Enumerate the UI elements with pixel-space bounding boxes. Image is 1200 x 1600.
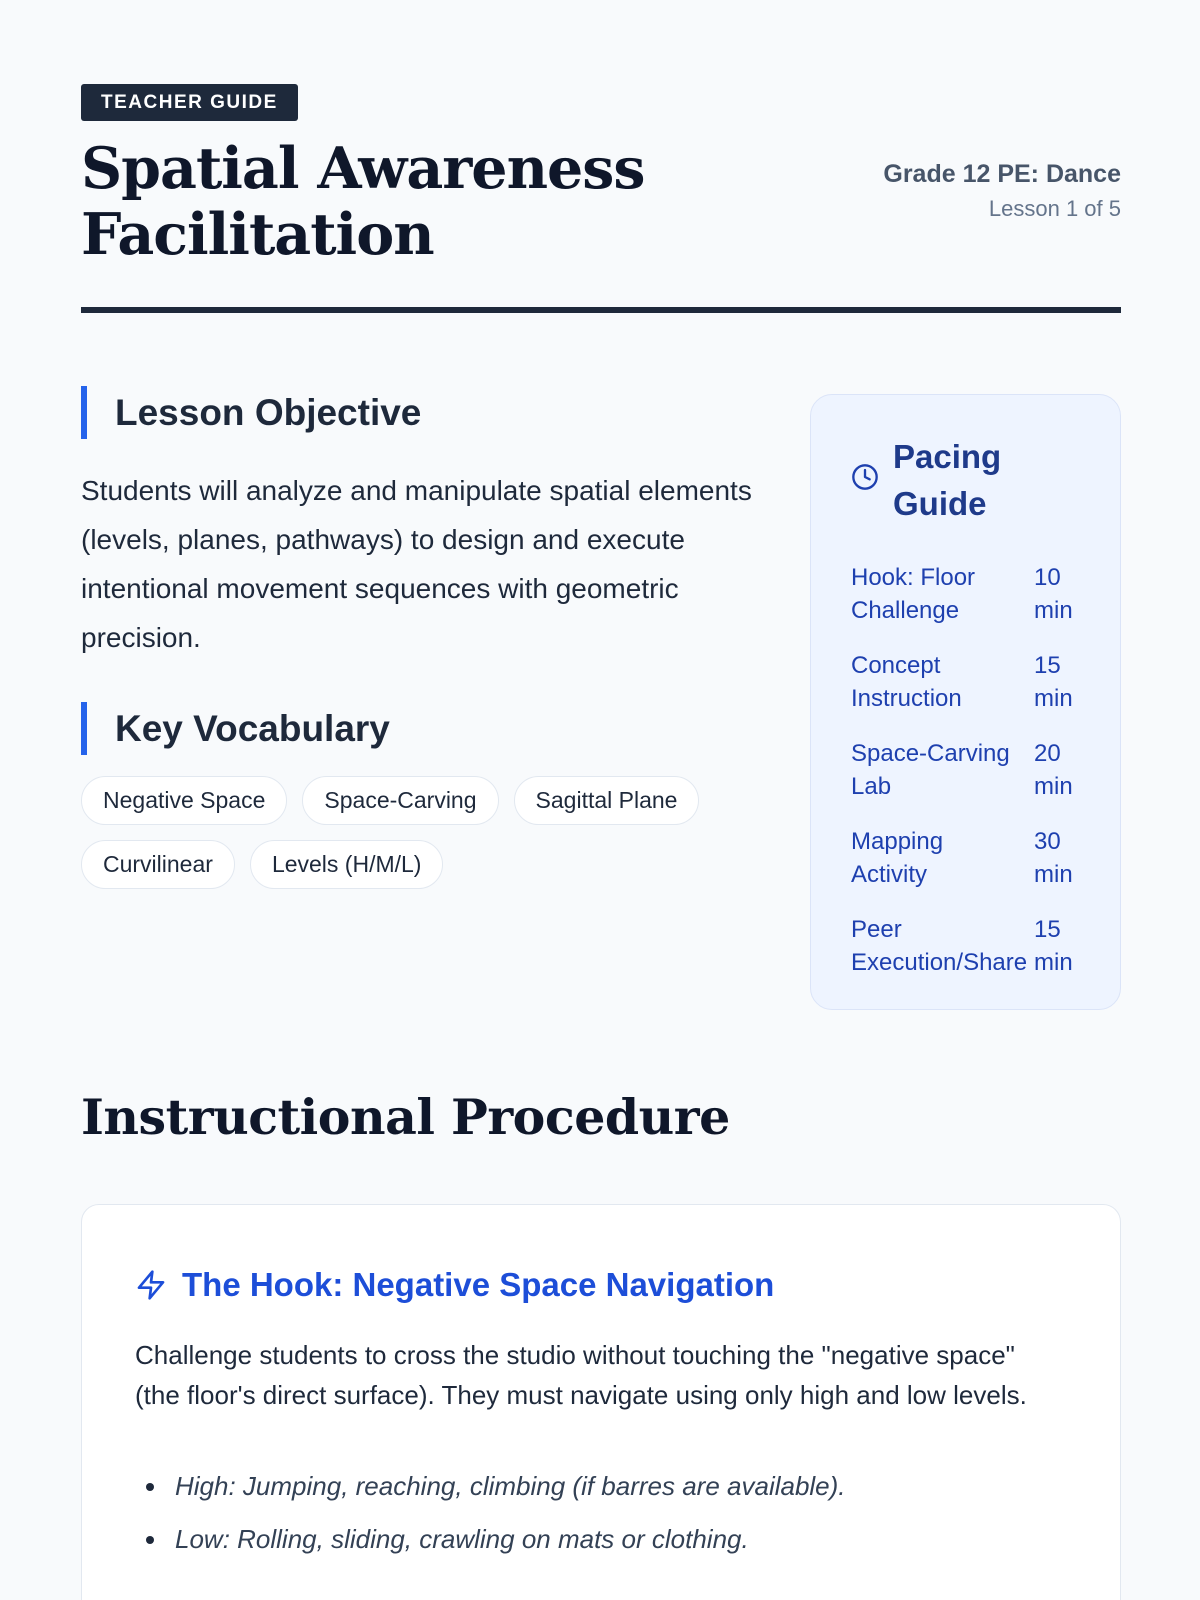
pacing-time: 30 min: [1034, 828, 1073, 888]
pacing-activity: Peer Execution/Share: [851, 916, 1028, 976]
pacing-time: 15 min: [1034, 652, 1073, 712]
vocab-term: Levels (H/M/L): [250, 840, 444, 889]
pacing-guide-card: [810, 394, 1121, 1010]
hook-description: Challenge students to cross the studio without touching the "negative space" (the floor's direct surface). They must navigate using only high and low levels.: [135, 1340, 1027, 1410]
teacher-guide-badge: TEACHER GUIDE: [81, 84, 298, 121]
vocab-term: Sagittal Plane: [514, 776, 700, 825]
pacing-row: [851, 737, 1080, 803]
bullet-icon: [146, 1536, 154, 1544]
pacing-time: 20 min: [1034, 740, 1073, 800]
header-divider: [81, 307, 1121, 313]
list-item: [134, 1460, 846, 1513]
procedure-heading: Instructional Procedure: [81, 1088, 730, 1146]
vocab-term: Curvilinear: [81, 840, 235, 889]
hook-bullet-list: [134, 1460, 846, 1566]
objective-text: Students will analyze and manipulate spatial elements (levels, planes, pathways) to design and execute intentional movement sequences with geometric precision.: [81, 475, 752, 653]
pacing-activity: Hook: Floor Challenge: [851, 564, 976, 624]
page-title: Spatial Awareness Facilitation: [81, 135, 645, 268]
hook-title: The Hook: Negative Space Navigation: [182, 1266, 775, 1303]
pacing-row: [851, 913, 1080, 979]
pacing-row: [851, 825, 1080, 891]
pacing-row: [851, 561, 1080, 627]
lesson-meta: [861, 154, 1121, 224]
list-item-text: High: Jumping, reaching, climbing (if barres are available).: [175, 1471, 846, 1501]
teacher-guide-page: [81, 0, 1121, 1600]
grade-label: Grade 12 PE: Dance: [883, 160, 1121, 188]
pacing-time: 10 min: [1034, 564, 1073, 624]
clock-icon: [851, 463, 879, 491]
bullet-icon: [146, 1483, 154, 1491]
lightning-bolt-icon: [135, 1269, 167, 1301]
pacing-guide-header: [851, 435, 1080, 539]
pacing-time: 15 min: [1034, 916, 1073, 976]
vocab-term: Negative Space: [81, 776, 287, 825]
objective-heading: Lesson Objective: [81, 386, 781, 439]
pacing-guide-title: Pacing Guide: [893, 438, 1002, 522]
pacing-activity: Mapping Activity: [851, 828, 944, 888]
pacing-activity: Space-Carving Lab: [851, 740, 1010, 800]
vocabulary-heading: Key Vocabulary: [81, 702, 781, 755]
vocabulary-list: [81, 776, 771, 889]
vocab-term: Space-Carving: [302, 776, 498, 825]
pacing-row: [851, 649, 1080, 715]
pacing-activity: Concept Instruction: [851, 652, 962, 712]
lesson-number: Lesson 1 of 5: [988, 196, 1121, 221]
list-item-text: Low: Rolling, sliding, crawling on mats or clothing.: [175, 1524, 749, 1554]
list-item: [134, 1513, 846, 1566]
